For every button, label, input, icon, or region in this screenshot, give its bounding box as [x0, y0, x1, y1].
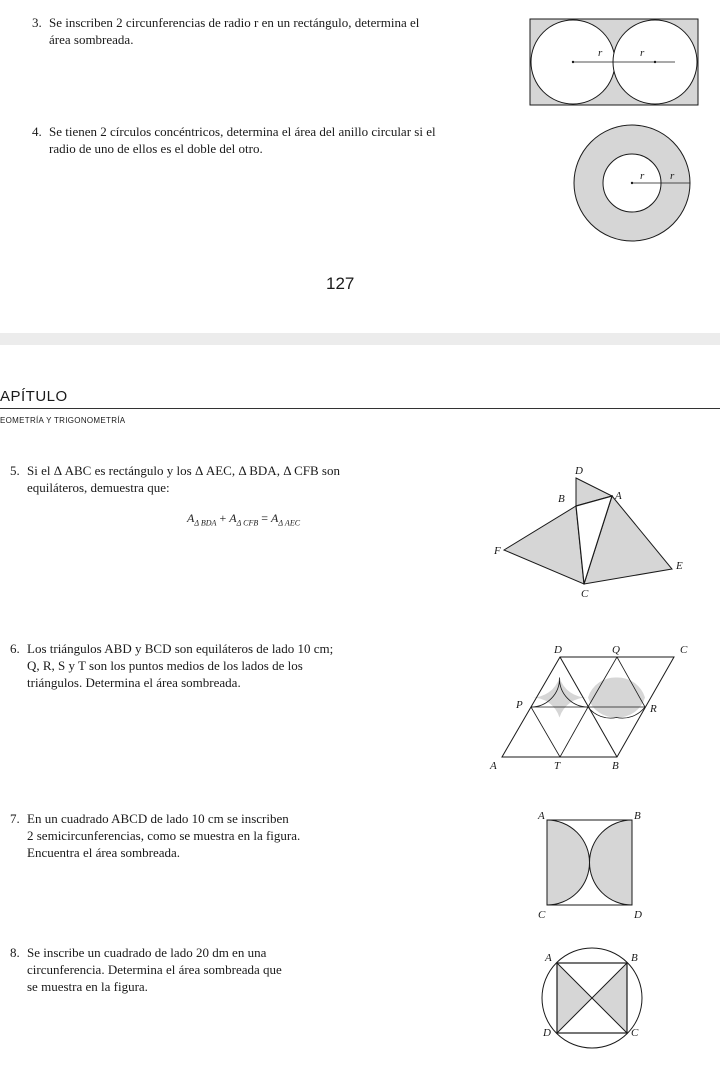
- formula: [187, 511, 300, 527]
- figure-7: [535, 808, 655, 926]
- figure-5: [480, 455, 700, 605]
- page-separator: [0, 333, 720, 345]
- problem-line: Se tienen 2 círculos concéntricos, determina el área del anillo circular si el: [49, 124, 436, 139]
- vertex-label-b: B: [631, 952, 638, 964]
- problem-line: radio de uno de ellos es el doble del otro.: [49, 141, 263, 156]
- vertex-label-d: D: [634, 909, 642, 921]
- vertex-label-c: C: [581, 588, 589, 600]
- problem-line: se muestra en la figura.: [27, 979, 148, 994]
- problem-text: [27, 462, 340, 496]
- formula-area: A: [229, 511, 237, 525]
- problem-line: Encuentra el área sombreada.: [27, 845, 181, 860]
- problem-number: 8.: [10, 945, 20, 960]
- vertex-label-c: C: [538, 909, 546, 921]
- shaded-region-upper: [588, 677, 645, 717]
- formula-area: A: [271, 511, 279, 525]
- chapter-subtitle: EOMETRÍA Y TRIGONOMETRÍA: [0, 416, 126, 425]
- formula-subscript: Δ CFB: [236, 518, 259, 528]
- problem-line: Q, R, S y T son los puntos medios de los lados de los: [27, 658, 303, 673]
- figure-4: [560, 120, 710, 260]
- triangle-cfb: [504, 506, 584, 584]
- problem-line: 2 semicircunferencias, como se muestra en la figura.: [27, 828, 301, 843]
- radius-label: r: [670, 170, 675, 182]
- vertex-label-d: D: [575, 465, 583, 477]
- chapter-title: APÍTULO: [0, 388, 68, 405]
- center-point: [654, 61, 656, 63]
- problem-line: triángulos. Determina el área sombreada.: [27, 675, 241, 690]
- problem-line: Se inscribe un cuadrado de lado 20 dm en una: [27, 945, 267, 960]
- radius-label: r: [640, 47, 645, 59]
- problem-text: [27, 810, 300, 861]
- center-point: [631, 182, 633, 184]
- figure-3: [520, 14, 710, 109]
- problem-line: área sombreada.: [49, 32, 134, 47]
- problem-line: Si el Δ ABC es rectángulo y los Δ AEC, Δ BDA, Δ CFB son: [27, 463, 340, 478]
- vertex-label-b: B: [634, 810, 641, 822]
- problem-number: 5.: [10, 463, 20, 478]
- problem-text: [27, 640, 333, 691]
- vertex-label-e: E: [676, 560, 683, 572]
- formula-subscript: Δ BDA: [194, 518, 217, 528]
- midline: [560, 707, 588, 757]
- vertex-label-b: B: [612, 760, 619, 772]
- problem-line: circunferencia. Determina el área sombreada que: [27, 962, 282, 977]
- radius-label: r: [640, 170, 645, 182]
- vertex-label-a: A: [538, 810, 545, 822]
- vertex-label-c: C: [631, 1027, 639, 1039]
- problem-text: [49, 14, 419, 48]
- problem-line: Se inscriben 2 circunferencias de radio r en un rectángulo, determina el: [49, 15, 420, 30]
- problem-text: [27, 944, 282, 995]
- midline: [531, 707, 560, 757]
- figure-6: [480, 638, 710, 773]
- vertex-label-b: B: [558, 493, 565, 505]
- vertex-label-a: A: [545, 952, 552, 964]
- vertex-label-c: C: [680, 644, 688, 656]
- vertex-label-t: T: [554, 760, 561, 772]
- vertex-label-p: P: [516, 699, 523, 711]
- page-number: 127: [326, 274, 355, 293]
- vertex-label-d: D: [554, 644, 562, 656]
- radius-label: r: [598, 47, 603, 59]
- problem-number: 7.: [10, 811, 20, 826]
- formula-operator: +: [216, 511, 230, 525]
- vertex-label-a: A: [615, 490, 622, 502]
- problem-line: En un cuadrado ABCD de lado 10 cm se inscriben: [27, 811, 289, 826]
- problem-number: 4.: [32, 124, 42, 139]
- vertex-label-f: F: [494, 545, 501, 557]
- header-rule: [0, 408, 720, 409]
- formula-area: A: [187, 511, 195, 525]
- center-point: [572, 61, 574, 63]
- problem-line: equiláteros, demuestra que:: [27, 480, 170, 495]
- problem-number: 3.: [32, 15, 42, 30]
- vertex-label-a: A: [490, 760, 497, 772]
- vertex-label-q: Q: [612, 644, 620, 656]
- formula-subscript: Δ AEC: [278, 518, 301, 528]
- problem-number: 6.: [10, 641, 20, 656]
- vertex-label-d: D: [543, 1027, 551, 1039]
- formula-operator: =: [258, 511, 272, 525]
- problem-line: Los triángulos ABD y BCD son equiláteros de lado 10 cm;: [27, 641, 334, 656]
- figure-8: [535, 945, 655, 1055]
- problem-text: [49, 123, 436, 157]
- vertex-label-r: R: [650, 703, 657, 715]
